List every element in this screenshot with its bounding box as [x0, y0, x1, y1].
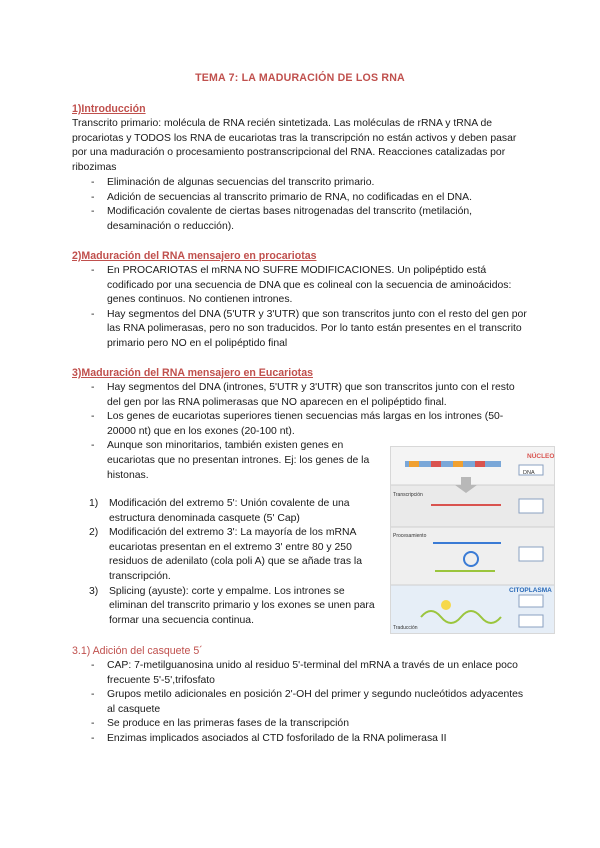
list-item: - Eliminación de algunas secuencias del transcrito primario. [91, 176, 531, 191]
traduccion-label: Traducción [393, 625, 418, 631]
mrna-processing-figure [390, 446, 555, 634]
list-item: - Se produce en las primeras fases de la transcripción [91, 717, 531, 732]
dna-label: DNA [523, 470, 535, 476]
transcripcion-label: Transcripción [393, 492, 423, 498]
list-item: 2) Modificación del extremo 3': La mayoría de los mRNA eucariotas presentan en el extremo 3' entre 80 y 250 residuos de adenilato (cola poli A) que se añade tras la transcripción. [89, 527, 363, 582]
section-1-heading: 1)Introducción [72, 103, 146, 115]
list-item: - Los genes de eucariotas superiores tienen secuencias más largas en los intrones (50-20000 nt) que en los exones (20-100 nt). [91, 410, 531, 439]
list-item: - Hay segmentos del DNA (5'UTR y 3'UTR) que son transcritos junto con el resto del gen por las RNA polimerasas, pero no son traducidos. Por lo tanto están presentes en el transcrito primario pero NO en el polipéptido final [91, 308, 531, 352]
section-3-heading: 3)Maduración del RNA mensajero en Eucariotas [72, 367, 313, 379]
list-item: - Adición de secuencias al transcrito primario de RNA, no codificadas en el DNA. [91, 191, 531, 206]
citoplasma-label: CITOPLASMA [509, 587, 552, 594]
list-item: - Grupos metilo adicionales en posición 2'-OH del primer y segundo nucleótidos adyacentes al casquete [91, 688, 531, 717]
list-item: 1) Modificación del extremo 5': Unión covalente de una estructura denominada casquete (5' Cap) [89, 498, 350, 524]
list-item: - CAP: 7-metilguanosina unido al residuo 5'-terminal del mRNA a través de un enlace poco frecuente 5'-5',trifosfato [91, 659, 531, 688]
section-3-1-bullets [91, 659, 531, 747]
section-2-heading: 2)Maduración del RNA mensajero en procariotas [72, 250, 317, 262]
section-2-bullets [91, 264, 531, 352]
list-item: - Enzimas implicados asociados al CTD fosforilado de la RNA polimerasa II [91, 732, 531, 747]
page-title: TEMA 7: LA MADURACIÓN DE LOS RNA [195, 72, 405, 84]
section-1-bullets [91, 176, 531, 234]
list-item: - Aunque son minoritarios, también existen genes en eucariotas que no presentan intrones. Ej: los genes de la histonas. [91, 439, 377, 483]
procesamiento-label: Procesamiento [393, 533, 427, 539]
list-item: 3) Splicing (ayuste): corte y empalme. Los intrones se eliminan del transcrito primario y los exones se unen para formar una secuencia continua. [89, 585, 375, 626]
list-item: - En PROCARIOTAS el mRNA NO SUFRE MODIFICACIONES. Un polipéptido está codificado por una secuencia de DNA que es colineal con la secuencia de aminoácidos: genes continuos. No contienen intrones. [91, 264, 531, 308]
nucleo-label: NÚCLEO [527, 453, 555, 460]
list-item: - Modificación covalente de ciertas bases nitrogenadas del transcrito (metilación, desaminación o reducción). [91, 205, 531, 234]
section-3-numbered-list [89, 497, 379, 628]
section-3-1-heading: 3.1) Adición del casquete 5´ [72, 645, 203, 657]
list-item: - Hay segmentos del DNA (intrones, 5'UTR y 3'UTR) que son transcritos junto con el resto del gen por las RNA polimerasas que NO aparecen en el polipéptido final. [91, 381, 531, 410]
section-1-paragraph: Transcrito primario: molécula de RNA recién sintetizada. Las moléculas de rRNA y tRNA de procariotas y TODOS los RNA de eucariotas tras la transcripción no están activos y deben pasar por una maduración o procesamiento postranscripcional del RNA. Reacciones catalizadas por ribozimas [72, 118, 517, 173]
